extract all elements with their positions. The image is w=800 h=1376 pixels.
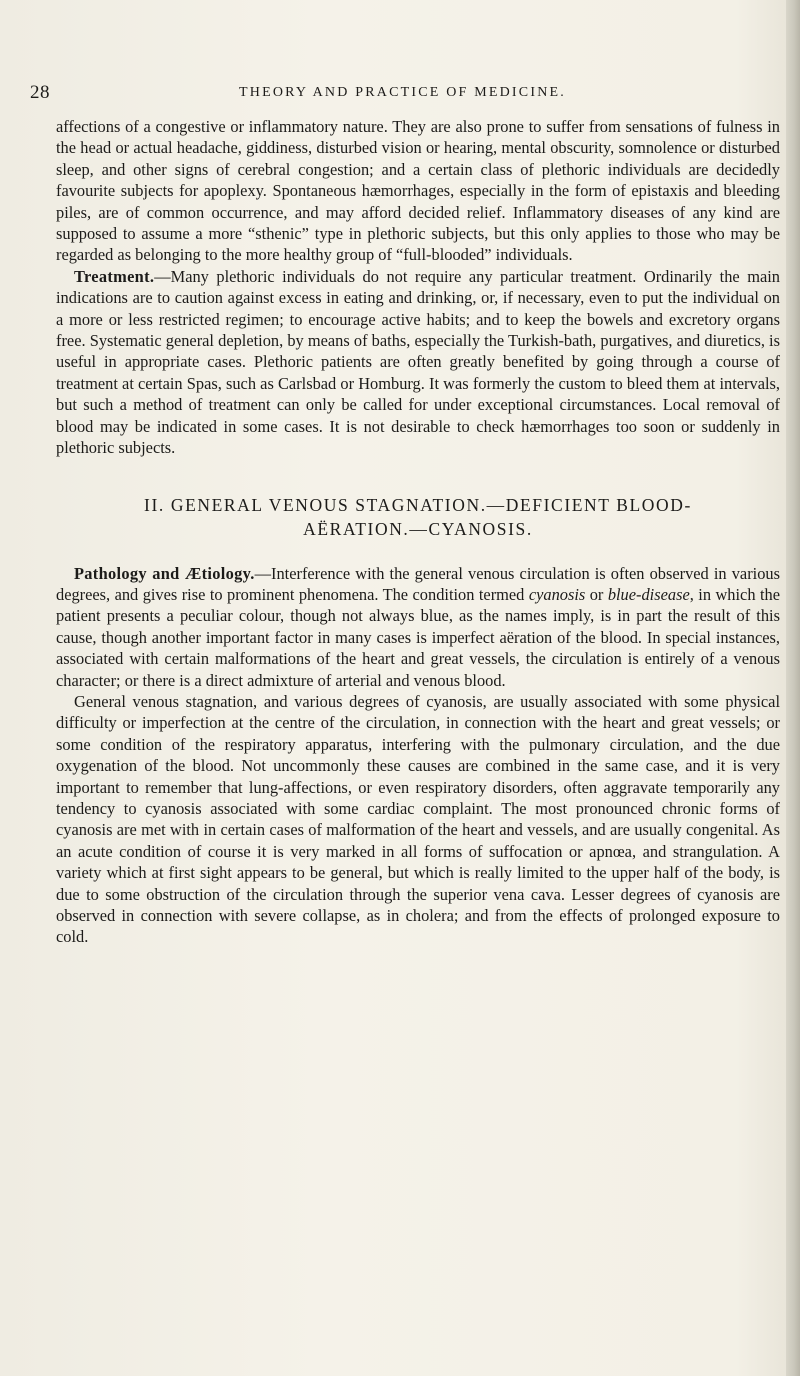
section-title-line-1: II. GENERAL VENOUS STAGNATION.—DEFICIENT BLOOD- xyxy=(144,494,692,515)
paragraph-treatment xyxy=(56,266,780,459)
paragraph-venous-stagnation: General venous stagnation, and various degrees of cyanosis, are usually associated with some physical difficulty or imperfection at the centre of the circulation, in connection with the heart and great vessels; or some condition of the respiratory apparatus, interfering with the pulmonary circulation, and the due oxygenation of the blood. Not uncommonly these causes are combined in the same case, and it is very important to remember that lung-affections, or even respiratory disorders, often aggravate temporarily any tendency to cyanosis associated with some cardiac complaint. The most pronounced chronic forms of cyanosis are met with in certain cases of malformation of the heart and vessels, and are usually congenital. As an acute condition of course it is very marked in all forms of suffocation or apnœa, and strangulation. A variety which at first sight appears to be general, but which is really limited to the upper half of the body, is due to some obstruction of the circulation through the superior vena cava. Lesser degrees of cyanosis are observed in connection with severe collapse, as in cholera; and from the effects of prolonged exposure to cold. xyxy=(56,691,780,947)
page-header xyxy=(30,82,775,104)
pathology-text-mid: or xyxy=(585,584,608,604)
running-title: THEORY AND PRACTICE OF MEDICINE. xyxy=(239,85,566,100)
treatment-text: —Many plethoric individuals do not require any particular treatment. Ordinarily the main indications are to caution against excess in eating and drinking, or, if necessary, even to put the individual on a more or less restricted regimen; to encourage active habits; and to keep the bowels and excretory organs free. Systematic general depletion, by means of baths, especially the Turkish-bath, purgatives, and diuretics, is useful in appropriate cases. Plethoric patients are often greatly benefited by going through a course of treatment at certain Spas, such as Carlsbad or Homburg. It was formerly the custom to bleed them at intervals, but such a method of treatment can only be called for under exceptional circumstances. Local removal of blood may be indicated in some cases. It is not desirable to check hæmorrhages too soon or suddenly in plethoric subjects. xyxy=(56,266,780,458)
pathology-heading: Pathology and Ætiology. xyxy=(74,563,255,583)
page-edge-shadow xyxy=(786,0,800,1376)
term-cyanosis: cyanosis xyxy=(528,584,586,604)
term-blue-disease: blue-disease xyxy=(607,584,690,604)
section-title xyxy=(56,493,780,541)
treatment-heading: Treatment. xyxy=(74,266,155,286)
paragraph-pathology xyxy=(56,563,780,691)
pathology-text-after: , in which the patient presents a peculiar colour, though not always blue, as the names imply, is in part the result of this cause, though another important factor in many cases is imperfect aëration of the blood. In special instances, associated with certain malformations of the heart and great vessels, the circulation is entirely of a venous character; or there is a direct admixture of arterial and venous blood. xyxy=(56,584,780,690)
body-text xyxy=(56,116,780,948)
paragraph-plethora-symptoms: affections of a congestive or inflammatory nature. They are also prone to suffer from sensations of fulness in the head or actual headache, giddiness, disturbed vision or hearing, mental obscurity, somnolence or disturbed sleep, and other signs of cerebral congestion; and a certain class of plethoric individuals are decidedly favourite subjects for apoplexy. Spontaneous hæmorrhages, especially in the form of epistaxis and bleeding piles, are of common occurrence, and may afford decided relief. Inflammatory diseases of any kind are supposed to assume a more “sthenic” type in plethoric subjects, but this only applies to those who may be regarded as belonging to the more healthy group of “full-blooded” individuals. xyxy=(56,117,780,265)
page-number: 28 xyxy=(30,82,50,103)
pathology-text-before: —Interference with the general venous circulation is often observed in various degrees, and gives rise to prominent phenomena. The condition termed xyxy=(56,563,780,604)
section-title-line-2: AËRATION.—CYANOSIS. xyxy=(303,518,533,539)
